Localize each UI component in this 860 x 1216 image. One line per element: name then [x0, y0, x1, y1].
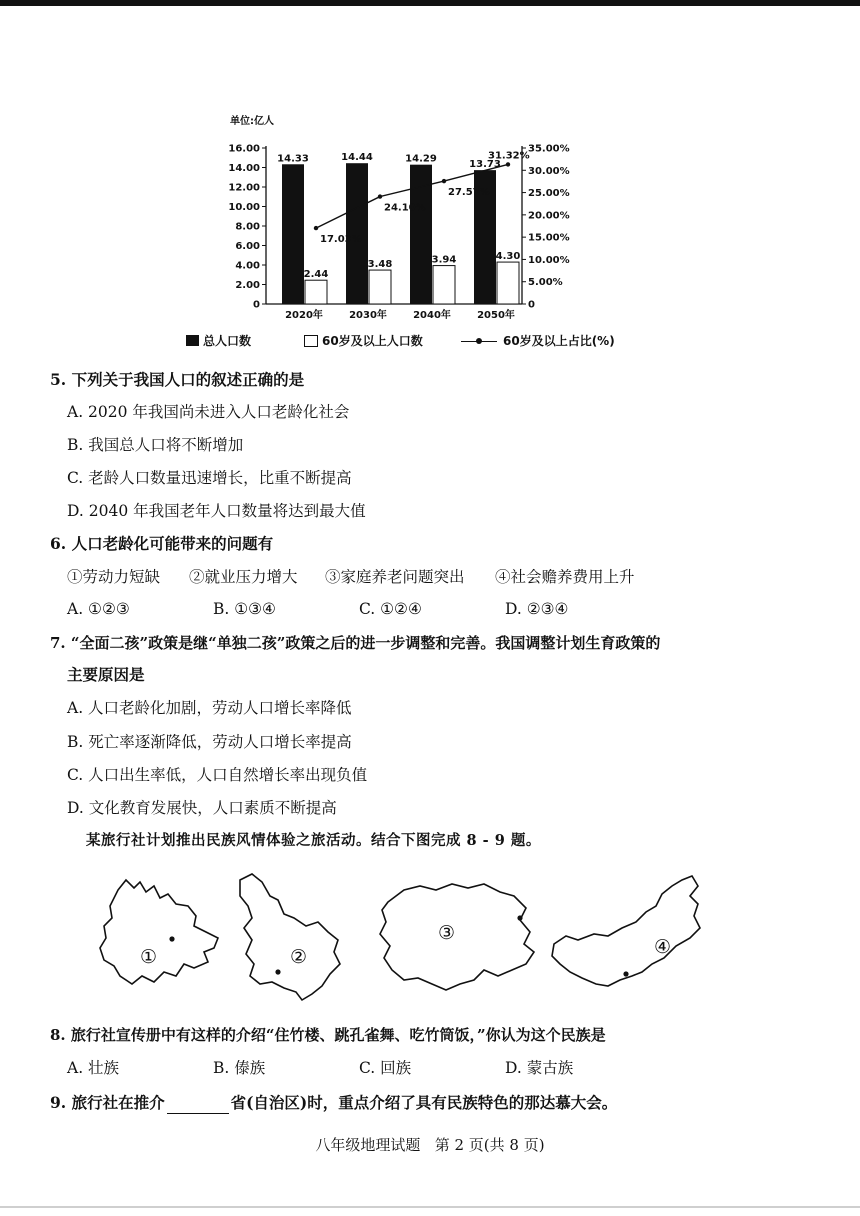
q8-option-c: C. 回族	[359, 1059, 412, 1077]
q8-option-d: D. 蒙古族	[505, 1059, 574, 1077]
x-tick-label: 2040年	[413, 310, 451, 321]
y-tick-label-right: 10.00%	[528, 254, 570, 266]
q9-stem	[50, 1092, 617, 1114]
y-tick-label-right: 15.00%	[528, 232, 570, 244]
q8-stem: 8. 旅行社宣传册中有这样的介绍“住竹楼、跳孔雀舞、吃竹筒饭，”你认为这个民族是	[50, 1026, 606, 1044]
map-label-3: ③	[438, 922, 456, 944]
y-tick-label-left: 12.00	[228, 182, 260, 194]
map-label-1: ①	[140, 946, 158, 968]
q8-option-a: A. 壮族	[67, 1059, 120, 1077]
q6-items	[67, 566, 635, 588]
q7-stem-line1: 7. “全面二孩”政策是继“单独二孩”政策之后的进一步调整和完善。我国调整计划生育政策的	[50, 634, 661, 652]
q5-stem: 5. 下列关于我国人口的叙述正确的是	[50, 370, 305, 389]
data-label-total: 14.44	[341, 152, 373, 164]
data-label-ratio: 24.10%	[384, 202, 426, 214]
map-label-4: ④	[654, 936, 672, 958]
y-tick-label-left: 6.00	[235, 241, 260, 252]
bar-elderly	[369, 270, 391, 304]
q6-item-1: ①劳动力短缺	[67, 568, 161, 586]
q6-stem: 6. 人口老龄化可能带来的问题有	[50, 534, 274, 553]
data-label-elderly: 3.48	[367, 259, 393, 271]
data-label-total: 14.29	[405, 153, 437, 165]
bar-total	[410, 165, 432, 304]
x-tick-label: 2050年	[477, 310, 515, 321]
q8-option-b: B. 傣族	[213, 1059, 266, 1077]
y-tick-label-right: 20.00%	[528, 210, 570, 222]
legend-label-total: 总人口数	[203, 334, 252, 348]
bar-elderly	[305, 280, 327, 304]
y-tick-label-left: 16.00	[228, 143, 260, 155]
q5-option-a: A. 2020 年我国尚未进入人口老龄化社会	[67, 403, 350, 421]
data-label-ratio: 17.03%	[320, 234, 362, 246]
line-point-ratio	[442, 179, 446, 183]
q6-item-3: ③家庭养老问题突出	[325, 568, 465, 586]
y-tick-label-right: 30.00%	[528, 165, 570, 177]
population-chart	[210, 108, 650, 358]
q5-option-d: D. 2040 年我国老年人口数量将达到最大值	[67, 502, 366, 520]
y-tick-label-left: 4.00	[235, 260, 260, 272]
q8-options	[67, 1057, 573, 1079]
y-tick-label-right: 0	[528, 299, 535, 311]
y-tick-label-right: 5.00%	[528, 277, 563, 289]
q9-stem-after: 省(自治区)时，重点介绍了具有民族特色的那达慕大会。	[230, 1093, 618, 1112]
line-point-ratio	[506, 162, 510, 166]
bottom-divider	[0, 1206, 860, 1208]
section-intro: 某旅行社计划推出民族风情体验之旅活动。结合下图完成 8 - 9 题。	[86, 832, 541, 849]
legend-swatch-black	[186, 335, 199, 346]
data-label-total: 14.33	[277, 153, 309, 165]
x-tick-label: 2020年	[285, 310, 323, 321]
q6-option-c: C. ①②④	[359, 600, 422, 618]
map-yunnan	[96, 876, 226, 998]
y-tick-label-left: 0	[253, 299, 260, 311]
bar-elderly	[497, 262, 519, 304]
q9-stem-before: 9. 旅行社在推介	[50, 1093, 165, 1112]
top-border	[0, 0, 860, 6]
data-label-total: 13.73	[469, 159, 501, 171]
legend-swatch-line	[461, 336, 497, 346]
q7-option-b: B. 死亡率逐渐降低，劳动人口增长率提高	[67, 733, 352, 751]
y-tick-label-left: 2.00	[235, 280, 260, 291]
data-label-ratio: 27.57%	[448, 187, 490, 199]
q7-option-c: C. 人口出生率低，人口自然增长率出现负值	[67, 766, 368, 784]
legend-item-ratio	[461, 332, 615, 349]
bar-elderly	[433, 266, 455, 304]
map-qinghai	[374, 880, 544, 999]
q6-options	[67, 598, 568, 620]
chart-legend	[186, 332, 666, 352]
q7-option-a: A. 人口老龄化加剧，劳动人口增长率降低	[67, 699, 352, 717]
q6-item-4: ④社会赡养费用上升	[495, 568, 635, 586]
legend-label-ratio: 60岁及以上占比(%)	[503, 334, 615, 348]
map-heilongjiang	[232, 870, 347, 1009]
x-tick-label: 2030年	[349, 310, 387, 321]
q6-option-a: A. ①②③	[67, 600, 130, 618]
q6-item-2: ②就业压力增大	[189, 568, 298, 586]
legend-label-elderly: 60岁及以上人口数	[322, 334, 423, 348]
y-tick-label-left: 14.00	[228, 163, 260, 174]
legend-swatch-white	[304, 335, 318, 347]
q7-stem-line2: 主要原因是	[67, 665, 145, 684]
data-label-ratio: 31.32%	[488, 150, 530, 162]
data-label-elderly: 3.94	[431, 254, 457, 266]
y-tick-label-left: 10.00	[228, 202, 260, 213]
map-label-2: ②	[290, 946, 308, 968]
page-footer: 八年级地理试题 第 2 页(共 8 页)	[315, 1136, 545, 1154]
line-point-ratio	[314, 226, 318, 230]
q6-option-b: B. ①③④	[213, 600, 276, 618]
q5-option-b: B. 我国总人口将不断增加	[67, 436, 244, 454]
legend-item-elderly	[304, 332, 423, 349]
y-tick-label-right: 25.00%	[528, 188, 570, 200]
y-tick-label-right: 35.00%	[528, 143, 570, 155]
map-inner-mongolia	[548, 872, 708, 996]
q9-answer-blank	[167, 1097, 229, 1114]
chart-unit-label: 单位:亿人	[230, 116, 274, 127]
data-label-elderly: 4.30	[495, 251, 521, 263]
y-tick-label-left: 8.00	[235, 221, 260, 233]
line-point-ratio	[378, 194, 382, 198]
q7-option-d: D. 文化教育发展快，人口素质不断提高	[67, 799, 337, 817]
legend-item-total	[186, 332, 251, 349]
bar-total	[282, 164, 304, 304]
data-label-elderly: 2.44	[303, 269, 329, 281]
q6-option-d: D. ②③④	[505, 600, 569, 618]
q5-option-c: C. 老龄人口数量迅速增长，比重不断提高	[67, 469, 352, 487]
